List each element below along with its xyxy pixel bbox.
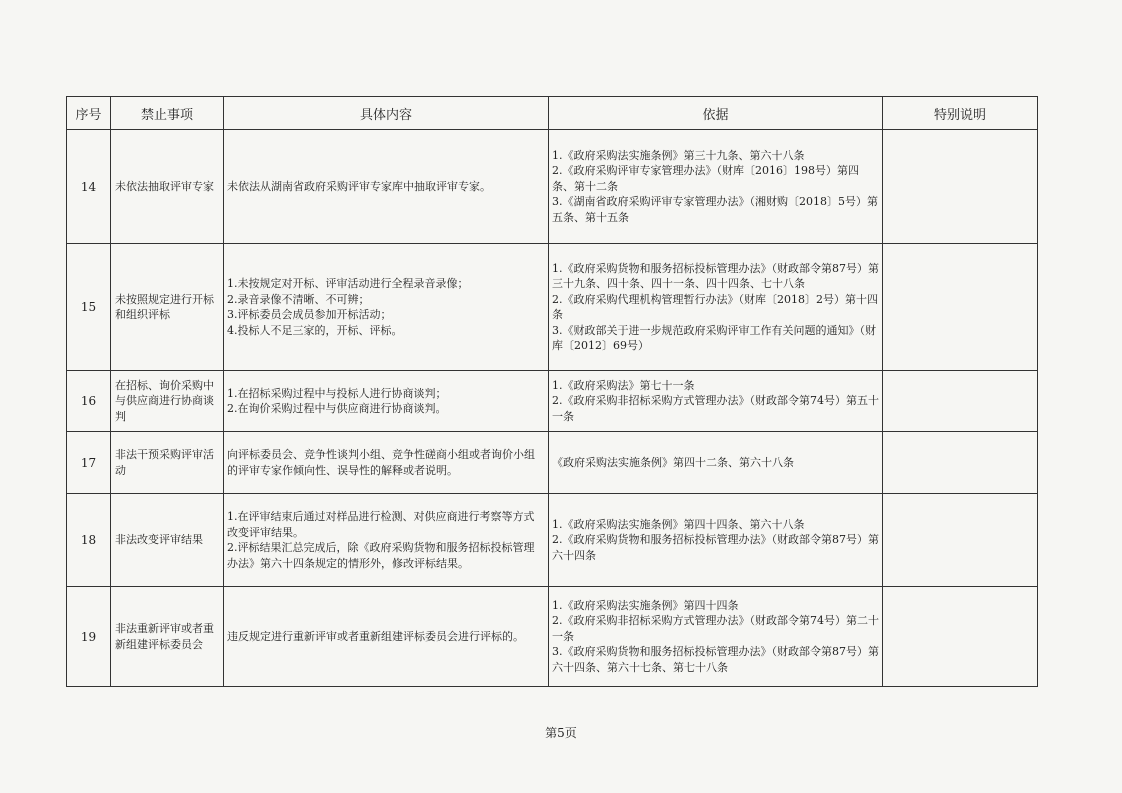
specific-content xyxy=(224,432,549,494)
specific-content xyxy=(224,587,549,687)
legal-basis xyxy=(549,371,883,432)
table-row xyxy=(67,432,1038,494)
specific-content xyxy=(224,244,549,371)
prohibited-items-table xyxy=(66,96,1038,687)
basis-line: 2.《政府采购评审专家管理办法》（财库〔2016〕198号）第四条、第十二条 xyxy=(552,164,859,193)
specific-content xyxy=(224,130,549,244)
content-line: 2.录音录像不清晰、不可辨； xyxy=(227,292,370,306)
table-header-row xyxy=(67,97,1038,130)
basis-line: 2.《政府采购代理机构管理暂行办法》（财库〔2018〕2号）第十四条 xyxy=(552,292,878,321)
header-basis: 依据 xyxy=(549,97,883,130)
row-number: 16 xyxy=(67,371,111,432)
table-row xyxy=(67,371,1038,432)
table-row xyxy=(67,244,1038,371)
header-content: 具体内容 xyxy=(224,97,549,130)
table-row xyxy=(67,587,1038,687)
content-line: 4.投标人不足三家的，开标、评标。 xyxy=(227,323,403,337)
content-line: 1.在评审结束后通过对样品进行检测、对供应商进行考察等方式改变评审结果。 xyxy=(227,510,535,539)
content-line: 2.评标结果汇总完成后，除《政府采购货物和服务招标投标管理办法》第六十四条规定的情形外，修改评标结果。 xyxy=(227,541,535,570)
basis-line: 2.《政府采购非招标采购方式管理办法》（财政部令第74号）第二十一条 xyxy=(552,614,879,643)
row-number: 15 xyxy=(67,244,111,371)
prohibited-item: 非法改变评审结果 xyxy=(111,494,224,587)
content-line: 3.评标委员会成员参加开标活动； xyxy=(227,308,392,321)
content-line: 2.在询价采购过程中与供应商进行协商谈判。 xyxy=(227,402,447,415)
table-row xyxy=(67,130,1038,244)
legal-basis xyxy=(549,130,883,244)
special-note xyxy=(883,587,1038,687)
legal-basis xyxy=(549,494,883,587)
content-line: 向评标委员会、竞争性谈判小组、竞争性磋商小组或者询价小组的评审专家作倾向性、误导性的解释或者说明。 xyxy=(227,448,535,477)
prohibited-item: 未依法抽取评审专家 xyxy=(111,130,224,244)
header-no: 序号 xyxy=(67,97,111,130)
prohibited-item: 在招标、询价采购中与供应商进行协商谈判 xyxy=(111,371,224,432)
table-row xyxy=(67,494,1038,587)
specific-content xyxy=(224,371,549,432)
basis-line: 1.《政府采购货物和服务招标投标管理办法》（财政部令第87号）第三十九条、四十条、四十一条、四十四条、七十八条 xyxy=(552,261,879,290)
row-number: 17 xyxy=(67,432,111,494)
page-number: 第5页 xyxy=(545,726,577,740)
content-line: 违反规定进行重新评审或者重新组建评标委员会进行评标的。 xyxy=(227,629,524,643)
basis-line: 2.《政府采购非招标采购方式管理办法》（财政部令第74号）第五十一条 xyxy=(552,394,879,423)
basis-line: 1.《政府采购法》第七十一条 xyxy=(552,378,695,392)
basis-line: 《政府采购法实施条例》第四十二条、第六十八条 xyxy=(552,455,794,469)
special-note xyxy=(883,494,1038,587)
special-note xyxy=(883,432,1038,494)
header-item: 禁止事项 xyxy=(111,97,224,130)
prohibited-item: 未按照规定进行开标和组织评标 xyxy=(111,244,224,371)
basis-line: 1.《政府采购法实施条例》第四十四条、第六十八条 xyxy=(552,517,805,531)
special-note xyxy=(883,371,1038,432)
basis-line: 2.《政府采购货物和服务招标投标管理办法》（财政部令第87号）第六十四条 xyxy=(552,533,879,562)
row-number: 18 xyxy=(67,494,111,587)
special-note xyxy=(883,244,1038,371)
prohibited-item: 非法重新评审或者重新组建评标委员会 xyxy=(111,587,224,687)
basis-line: 3.《财政部关于进一步规范政府采购评审工作有关问题的通知》（财库〔2012〕69号） xyxy=(552,323,876,352)
header-note: 特别说明 xyxy=(883,97,1038,130)
basis-line: 1.《政府采购法实施条例》第三十九条、第六十八条 xyxy=(552,148,805,162)
prohibited-item: 非法干预采购评审活动 xyxy=(111,432,224,494)
row-number: 14 xyxy=(67,130,111,244)
legal-basis xyxy=(549,244,883,371)
basis-line: 3.《湖南省政府采购评审专家管理办法》（湘财购〔2018〕5号）第五条、第十五条 xyxy=(552,195,878,224)
legal-basis xyxy=(549,587,883,687)
basis-line: 1.《政府采购法实施条例》第四十四条 xyxy=(552,598,739,612)
row-number: 19 xyxy=(67,587,111,687)
special-note xyxy=(883,130,1038,244)
content-line: 1.在招标采购过程中与投标人进行协商谈判； xyxy=(227,386,447,400)
specific-content xyxy=(224,494,549,587)
content-line: 1.未按规定对开标、评审活动进行全程录音录像； xyxy=(227,277,469,290)
content-line: 未依法从湖南省政府采购评审专家库中抽取评审专家。 xyxy=(227,179,491,193)
legal-basis xyxy=(549,432,883,494)
basis-line: 3.《政府采购货物和服务招标投标管理办法》（财政部令第87号）第六十四条、第六十七条、第七十八条 xyxy=(552,645,879,674)
